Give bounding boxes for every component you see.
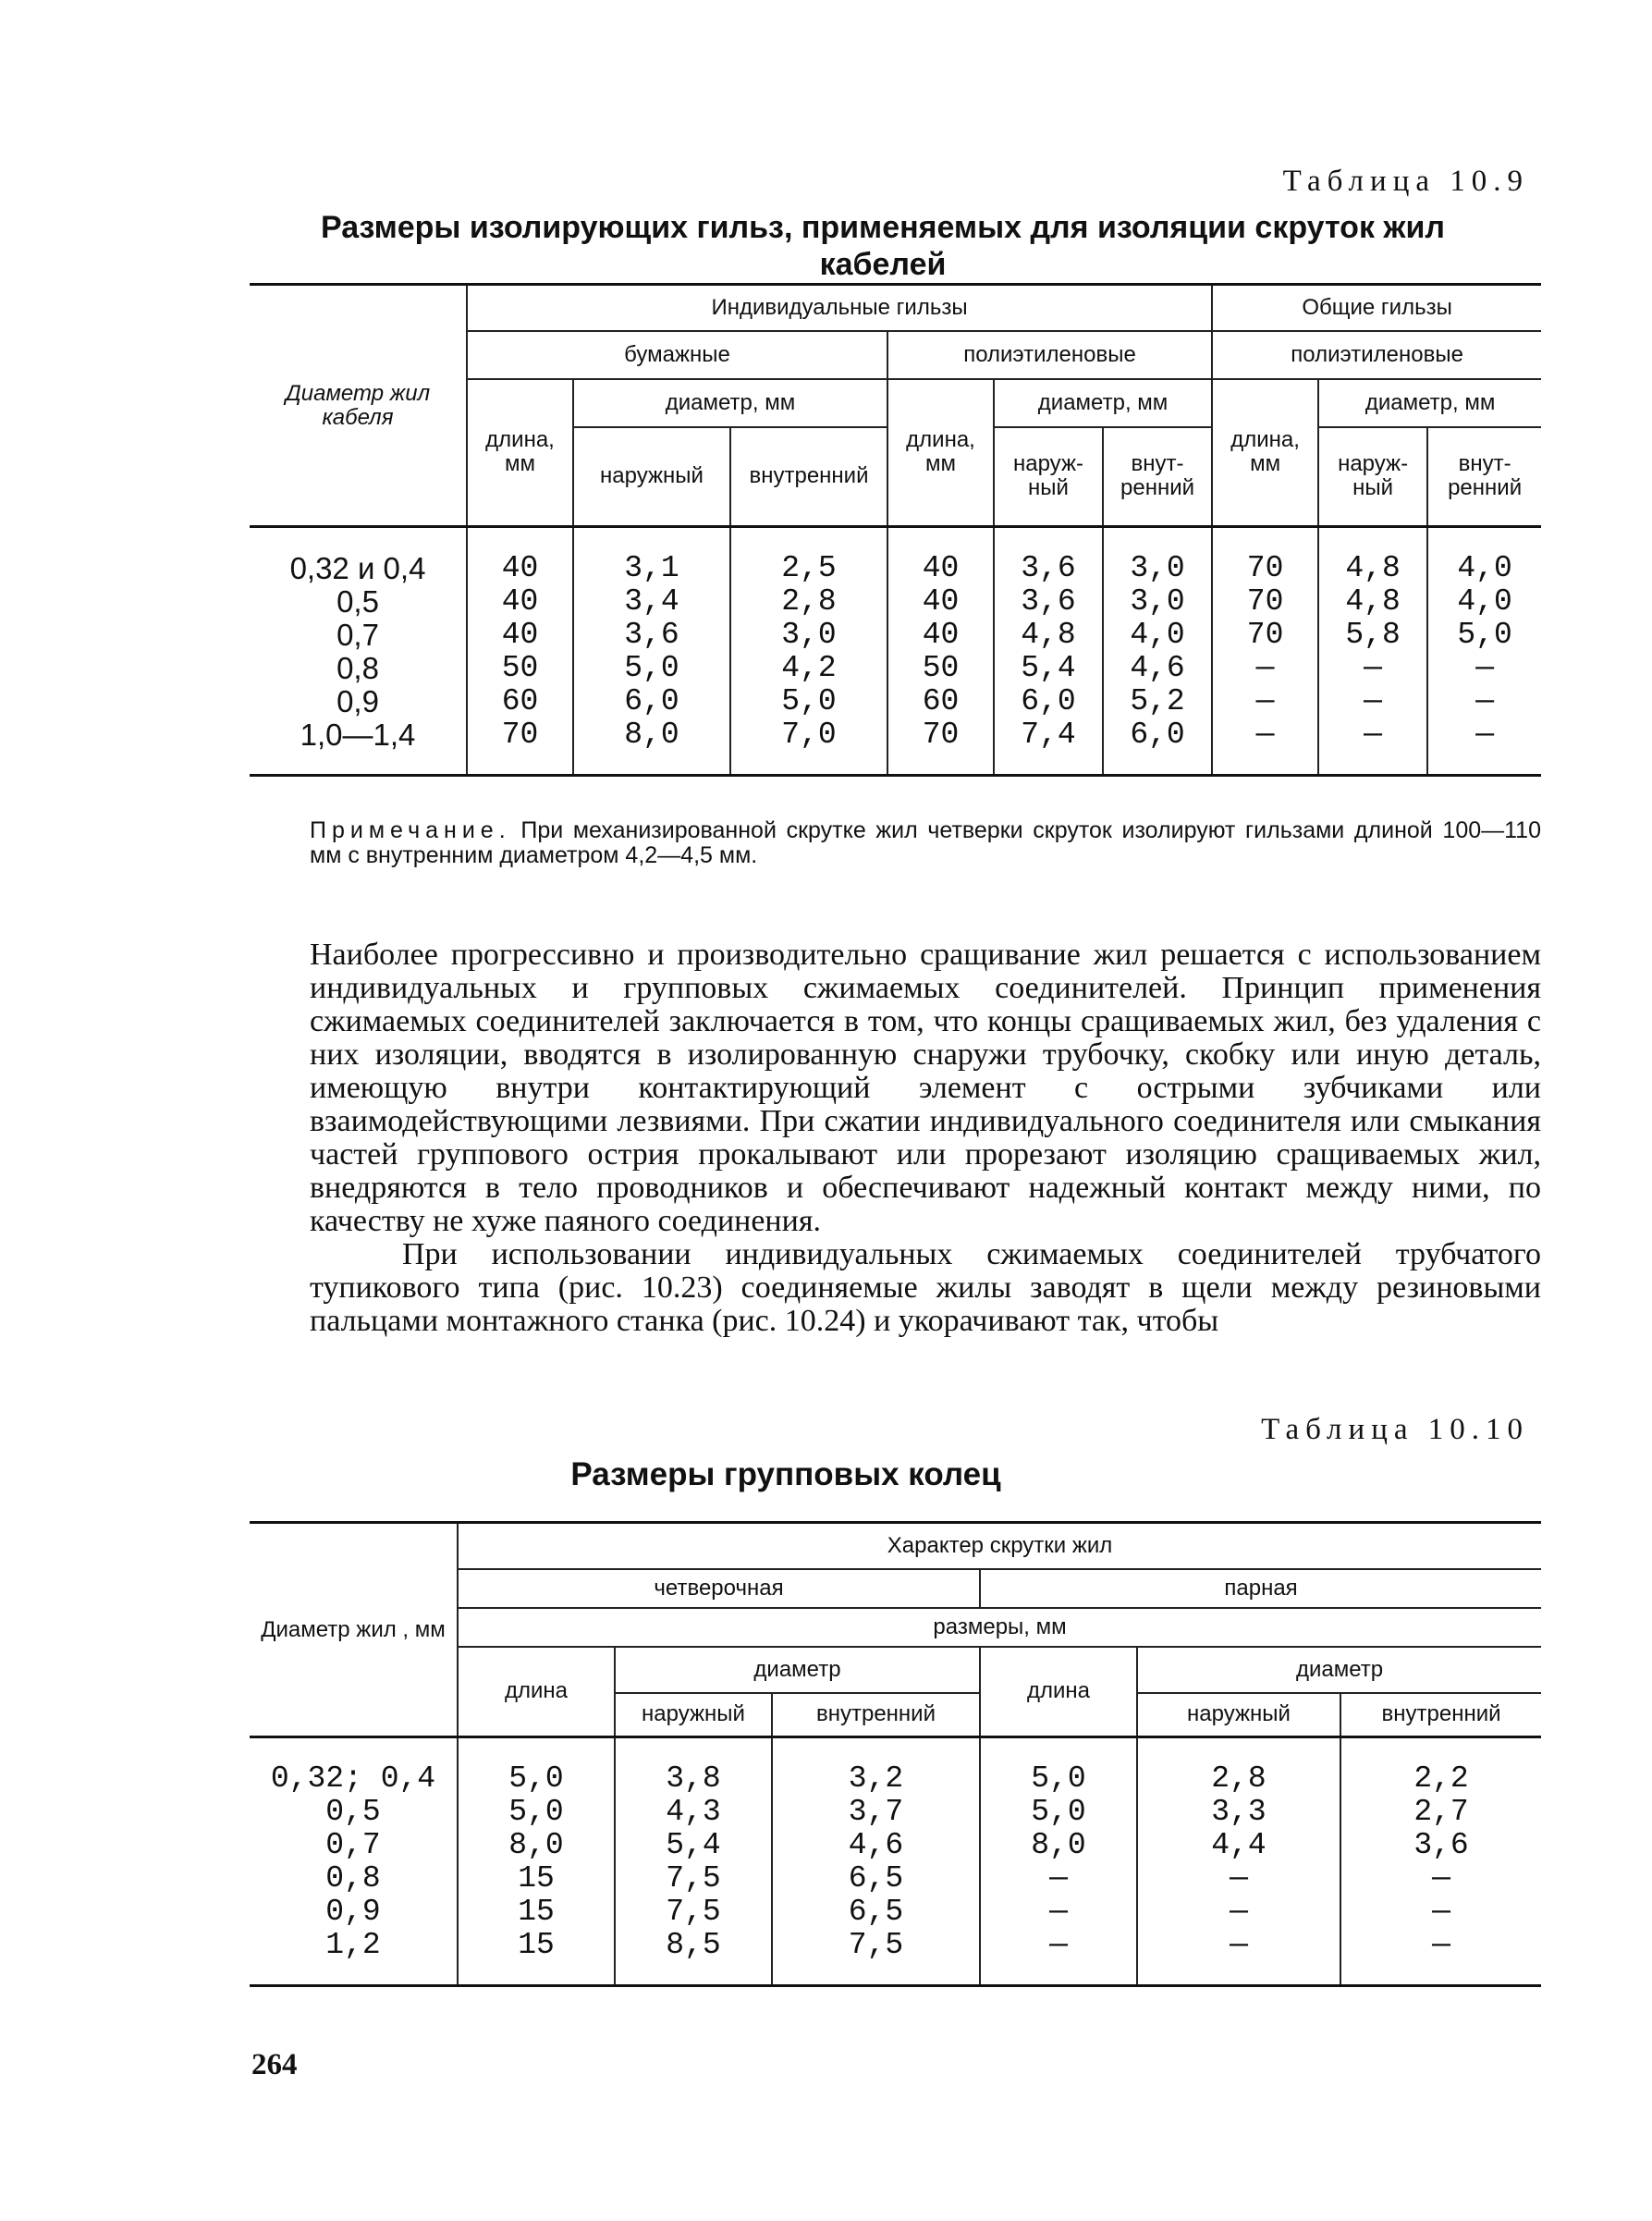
cell: 3,0 (730, 619, 887, 652)
cell: — (1318, 652, 1427, 685)
cell: 7,0 (730, 718, 887, 776)
cell: 4,4 (1137, 1829, 1340, 1862)
header-pair: парная (980, 1569, 1541, 1608)
cell: 3,8 (615, 1737, 772, 1797)
cell: 4,8 (1318, 527, 1427, 586)
header-length: длина (458, 1647, 615, 1737)
cell: 4,0 (1103, 619, 1212, 652)
cell: 8,0 (458, 1829, 615, 1862)
cell: 2,8 (730, 585, 887, 619)
cell: 70 (887, 718, 994, 776)
note-label: Примечание. (310, 817, 511, 843)
cell: 4,2 (730, 652, 887, 685)
header-inner: внут-ренний (1103, 427, 1212, 527)
cell: 7,5 (615, 1896, 772, 1929)
cell: 2,8 (1137, 1737, 1340, 1797)
header-diameter-pair: диаметр (1137, 1647, 1541, 1693)
cell: 7,4 (994, 718, 1103, 776)
page-number: 264 (251, 2048, 298, 2081)
cell: — (1212, 652, 1318, 685)
cell: 3,6 (994, 585, 1103, 619)
header-inner: внут-ренний (1427, 427, 1541, 527)
header-length: длина (980, 1647, 1137, 1737)
cell: 6,5 (772, 1862, 980, 1896)
cell: 4,0 (1427, 527, 1541, 586)
cell: 5,4 (615, 1829, 772, 1862)
header-inner: внутренний (730, 427, 887, 527)
cell: 5,0 (458, 1737, 615, 1797)
cell: 3,6 (994, 527, 1103, 586)
cell: 0,5 (250, 1796, 458, 1829)
cell: 0,9 (250, 685, 467, 718)
cell: 5,0 (980, 1737, 1137, 1797)
body-text (310, 939, 1541, 1338)
cell: 0,5 (250, 585, 467, 619)
cell: 7,5 (615, 1862, 772, 1896)
table-title: Размеры изолирующих гильз, применяемых для изоляции скруток жил кабелей (320, 210, 1446, 282)
cell: — (1427, 718, 1541, 776)
table-row (250, 1829, 1541, 1862)
cell: 70 (467, 718, 573, 776)
cell: 70 (1212, 619, 1318, 652)
cell: 4,0 (1427, 585, 1541, 619)
header-sizes: размеры, мм (458, 1608, 1541, 1647)
cell: 0,9 (250, 1896, 458, 1929)
cell: 5,2 (1103, 685, 1212, 718)
cell: 60 (467, 685, 573, 718)
table-row (250, 718, 1541, 776)
cell: 3,1 (573, 527, 730, 586)
table-row (250, 1929, 1541, 1986)
header-diameter-mm: диаметр, мм (994, 379, 1212, 427)
table-title: Размеры групповых колец (570, 1456, 1001, 1492)
cell: 3,2 (772, 1737, 980, 1797)
cell: 3,3 (1137, 1796, 1340, 1829)
header-diameter: Диаметр жил кабеля (250, 285, 467, 527)
cell: — (1318, 718, 1427, 776)
header-polyethylene-common: полиэтиленовые (1212, 331, 1541, 379)
cell: 60 (887, 685, 994, 718)
cell: 3,6 (573, 619, 730, 652)
header-outer: наруж-ный (1318, 427, 1427, 527)
cell: 15 (458, 1862, 615, 1896)
cell: — (1212, 718, 1318, 776)
cell: 70 (1212, 585, 1318, 619)
header-twist: Характер скрутки жил (458, 1523, 1541, 1569)
cell: — (1427, 652, 1541, 685)
header-paper: бумажные (467, 331, 887, 379)
cell: 5,0 (1427, 619, 1541, 652)
table-row (250, 585, 1541, 619)
cell: 6,5 (772, 1896, 980, 1929)
cell: 3,0 (1103, 585, 1212, 619)
cell: 15 (458, 1929, 615, 1986)
table-row (250, 1862, 1541, 1896)
cell: 40 (887, 619, 994, 652)
table-row (250, 619, 1541, 652)
group-rings-table (250, 1521, 1541, 1987)
table-row (250, 1737, 1541, 1797)
cell: 70 (1212, 527, 1318, 586)
cell: 2,2 (1340, 1737, 1541, 1797)
header-length: длина, мм (1212, 379, 1318, 527)
cell: 0,32; 0,4 (250, 1737, 458, 1797)
note-text: При механизированной скрутке жил четверки скруток изолируют гильзами длиной 100—110 мм с внутренним диаметром 4,2—4,5 мм. (310, 817, 1541, 868)
header-diameter-quad: диаметр (615, 1647, 980, 1693)
header-diameter-mm: диаметр, мм (1318, 379, 1541, 427)
cell: 4,8 (1318, 585, 1427, 619)
paragraph: Наиболее прогрессивно и производительно сращивание жил решается с использованием индивидуальных и групповых сжимаемых соединителей. Принцип применения сжимаемых соединителей заключается в том, что концы сращиваемых жил, без удаления с них изоляции, вводятся в изолированную снаружи трубочку, скобку или иную деталь, имеющую внутри контактирующий элемент с острыми зубчиками или взаимодействующими лезвиями. При сжатии индивидуального соединителя или смыкания частей группового острия прокалывают или прорезают изоляцию сращиваемых жил, внедряются в тело проводников и обеспечивают надежный контакт между ними, по качеству не хуже паяного соединения. (310, 938, 1541, 1238)
cell: 15 (458, 1896, 615, 1929)
table-label: Таблица 10.9 (1282, 165, 1529, 198)
cell: 0,8 (250, 1862, 458, 1896)
cell: 5,4 (994, 652, 1103, 685)
header-inner: внутренний (1340, 1693, 1541, 1737)
cell: — (980, 1862, 1137, 1896)
cell: 0,7 (250, 1829, 458, 1862)
cell: — (1340, 1896, 1541, 1929)
cell: 4,8 (994, 619, 1103, 652)
cell: 50 (467, 652, 573, 685)
cell: 8,0 (980, 1829, 1137, 1862)
cell: 4,6 (1103, 652, 1212, 685)
cell: 3,4 (573, 585, 730, 619)
table-row (250, 685, 1541, 718)
cell: 40 (467, 585, 573, 619)
cell: 8,5 (615, 1929, 772, 1986)
table-row (250, 527, 1541, 586)
cell: 7,5 (772, 1929, 980, 1986)
cell: 40 (887, 585, 994, 619)
header-length: длина, мм (467, 379, 573, 527)
cell: 5,8 (1318, 619, 1427, 652)
cell: 0,7 (250, 619, 467, 652)
cell: 2,5 (730, 527, 887, 586)
header-outer: наружный (1137, 1693, 1340, 1737)
cell: — (1427, 685, 1541, 718)
header-outer: наружный (573, 427, 730, 527)
cell: 5,0 (573, 652, 730, 685)
cell: 0,32 и 0,4 (250, 527, 467, 586)
cell: 6,0 (573, 685, 730, 718)
table-row (250, 1796, 1541, 1829)
cell: 4,6 (772, 1829, 980, 1862)
cell: 5,0 (458, 1796, 615, 1829)
header-outer: наружный (615, 1693, 772, 1737)
cell: — (980, 1896, 1137, 1929)
header-quad: четверочная (458, 1569, 980, 1608)
cell: 40 (887, 527, 994, 586)
cell: 3,7 (772, 1796, 980, 1829)
cell: 6,0 (994, 685, 1103, 718)
cell: — (1212, 685, 1318, 718)
header-individual: Индивидуальные гильзы (467, 285, 1212, 331)
cell: 4,3 (615, 1796, 772, 1829)
cell: 1,0—1,4 (250, 718, 467, 776)
insulating-sleeves-table (250, 283, 1541, 777)
cell: 5,0 (980, 1796, 1137, 1829)
cell: — (1137, 1862, 1340, 1896)
cell: — (1137, 1929, 1340, 1986)
header-inner: внутренний (772, 1693, 980, 1737)
cell: — (1340, 1929, 1541, 1986)
cell: — (1340, 1862, 1541, 1896)
header-diameter: Диаметр жил , мм (250, 1523, 458, 1737)
table-note (310, 818, 1541, 868)
header-outer: наруж-ный (994, 427, 1103, 527)
cell: — (1137, 1896, 1340, 1929)
cell: 6,0 (1103, 718, 1212, 776)
header-length: длина, мм (887, 379, 994, 527)
cell: 2,7 (1340, 1796, 1541, 1829)
cell: 40 (467, 527, 573, 586)
cell: 3,0 (1103, 527, 1212, 586)
cell: — (980, 1929, 1137, 1986)
paragraph: При использовании индивидуальных сжимаемых соединителей трубчатого тупикового типа (рис. 10.23) соединяемые жилы заводят в щели между резиновыми пальцами монтажного станка (рис. 10.24) и укорачивают так, чтобы (310, 1237, 1541, 1338)
cell: 5,0 (730, 685, 887, 718)
header-polyethylene: полиэтиленовые (887, 331, 1212, 379)
cell: — (1318, 685, 1427, 718)
cell: 1,2 (250, 1929, 458, 1986)
cell: 40 (467, 619, 573, 652)
header-diameter-mm: диаметр, мм (573, 379, 887, 427)
header-common: Общие гильзы (1212, 285, 1541, 331)
table-row (250, 1896, 1541, 1929)
cell: 0,8 (250, 652, 467, 685)
cell: 8,0 (573, 718, 730, 776)
table-row (250, 652, 1541, 685)
cell: 50 (887, 652, 994, 685)
cell: 3,6 (1340, 1829, 1541, 1862)
table-label: Таблица 10.10 (1261, 1413, 1529, 1446)
